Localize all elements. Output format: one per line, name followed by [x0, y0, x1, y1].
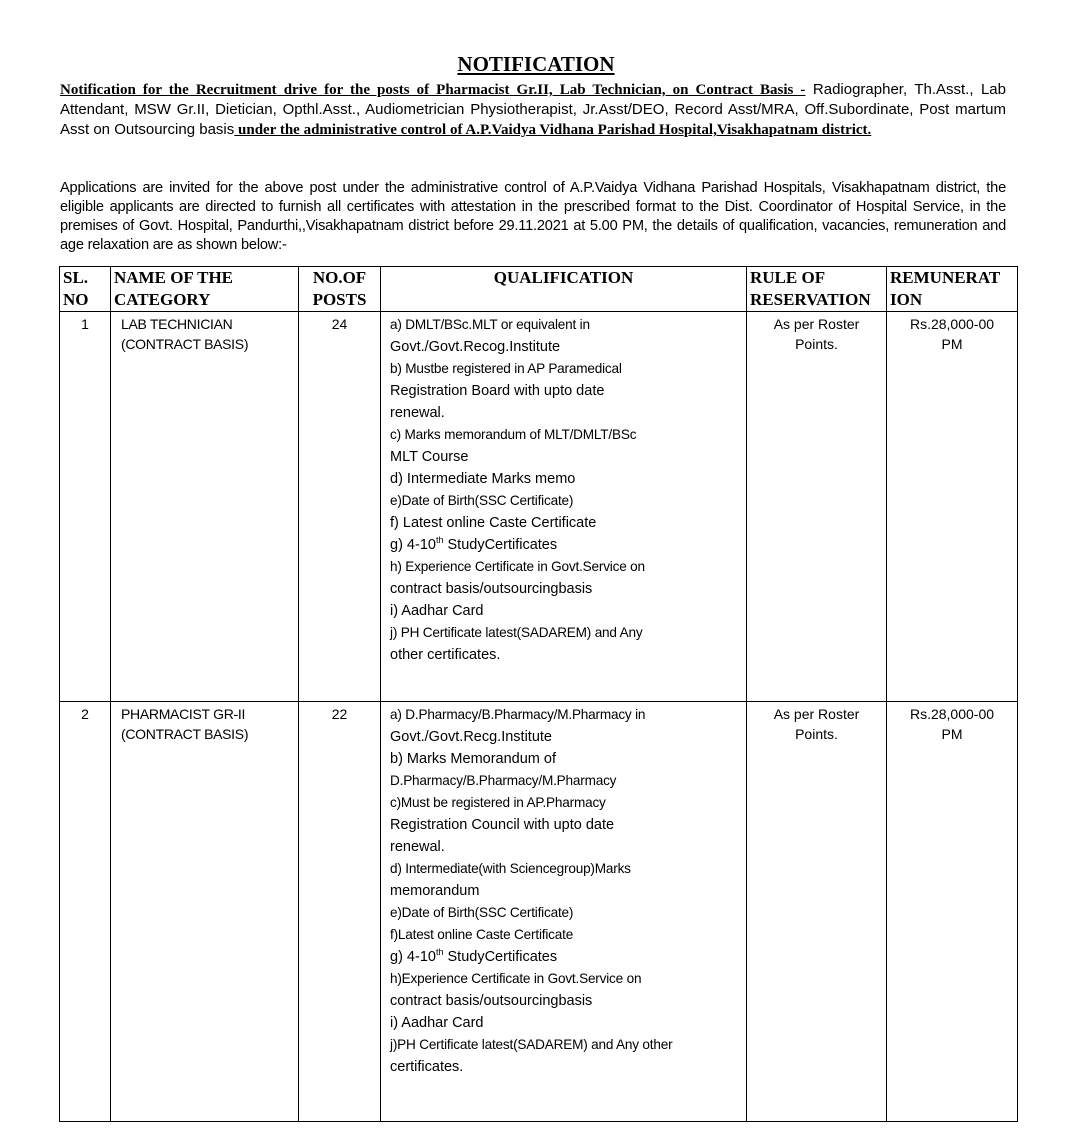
qual-item: h)Experience Certificate in Govt.Service on	[390, 971, 642, 986]
row-rule: As per Roster Points.	[747, 312, 887, 702]
qual-item: f)Latest online Caste Certificate	[390, 927, 574, 942]
qual-item: g) 4-10th StudyCertificates	[390, 947, 558, 965]
row-sl: 2	[60, 702, 111, 1122]
subject-middle: Radiographer, Th.Asst., Lab Attendant, MSW Gr.II, Dietician, Opthl.Asst., Audiometrician Physiotherapist, Jr.Asst/DEO, Record Asst/MRA, Off.Subordinate, Post martum Asst on Outsourcing basis	[60, 81, 1006, 138]
row-posts: 24	[299, 312, 381, 702]
row-posts: 22	[299, 702, 381, 1122]
table-header-row	[60, 267, 1018, 312]
qual-item: c) Marks memorandum of MLT/DMLT/BSc	[390, 427, 637, 442]
header-posts: NO.OF POSTS	[299, 267, 381, 312]
qual-item: d) Intermediate(with Sciencegroup)Marks	[390, 861, 631, 876]
qual-item: contract basis/outsourcingbasis	[390, 993, 593, 1009]
qual-item: a) DMLT/BSc.MLT or equivalent in	[390, 317, 590, 332]
subject-tail: under the administrative control of A.P.Vaidya Vidhana Parishad Hospital,Visakhapatnam district.	[234, 122, 872, 138]
qual-item: a) D.Pharmacy/B.Pharmacy/M.Pharmacy in	[390, 707, 646, 722]
qual-item: e)Date of Birth(SSC Certificate)	[390, 905, 574, 920]
qual-item: f) Latest online Caste Certificate	[390, 515, 597, 531]
qual-item: renewal.	[390, 839, 445, 855]
table-row	[60, 312, 1018, 702]
row-remuneration: Rs.28,000-00 PM	[887, 702, 1018, 1122]
qual-item: i) Aadhar Card	[390, 1015, 484, 1031]
qual-item: h) Experience Certificate in Govt.Service on	[390, 559, 645, 574]
row-remuneration: Rs.28,000-00 PM	[887, 312, 1018, 702]
header-category: NAME OF THE CATEGORY	[111, 267, 299, 312]
row-rule: As per Roster Points.	[747, 702, 887, 1122]
qual-item: b) Marks Memorandum of	[390, 751, 556, 767]
qual-item: memorandum	[390, 883, 480, 899]
posts-table	[59, 266, 1018, 1122]
qual-item: other certificates.	[390, 647, 501, 663]
qual-item: i) Aadhar Card	[390, 603, 484, 619]
row-sl: 1	[60, 312, 111, 702]
row-category: LAB TECHNICIAN (CONTRACT BASIS)	[111, 312, 299, 702]
qual-item: renewal.	[390, 405, 445, 421]
subject-lead: Notification for the Recruitment drive for the posts of Pharmacist Gr.II, Lab Technician, on Contract Basis -	[60, 82, 806, 98]
row-qualification	[381, 312, 747, 702]
header-qualification: QUALIFICATION	[381, 267, 747, 312]
header-remuneration: REMUNERAT ION	[887, 267, 1018, 312]
header-rule: RULE OF RESERVATION	[747, 267, 887, 312]
qual-item: contract basis/outsourcingbasis	[390, 581, 593, 597]
qual-item: j) PH Certificate latest(SADAREM) and Any	[390, 625, 643, 640]
intro-paragraph: Applications are invited for the above post under the administrative control of A.P.Vaidya Vidhana Parishad Hospitals, Visakhapatnam district, the eligible applicants are directed to furnish all certificates with attestation in the prescribed format to the Dist. Coordinator of Hospital Service, in the premises of Govt. Hospital, Pandurthi,,Visakhapatnam district before 29.11.2021 at 5.00 PM, the details of qualification, vacancies, remuneration and age relaxation are as shown below:-	[60, 180, 1006, 253]
header-sl: SL. NO	[60, 267, 111, 312]
row-qualification	[381, 702, 747, 1122]
qual-item: g) 4-10th StudyCertificates	[390, 535, 558, 553]
qual-item: Registration Board with upto date	[390, 383, 605, 399]
qual-item: d) Intermediate Marks memo	[390, 471, 576, 487]
qual-item: Registration Council with upto date	[390, 817, 615, 833]
row-category: PHARMACIST GR-II (CONTRACT BASIS)	[111, 702, 299, 1122]
qual-item: MLT Course	[390, 449, 469, 465]
qual-item: Govt./Govt.Recog.Institute	[390, 339, 561, 355]
qual-item: e)Date of Birth(SSC Certificate)	[390, 493, 574, 508]
table-row	[60, 702, 1018, 1122]
qual-item: Govt./Govt.Recg.Institute	[390, 729, 552, 745]
qual-item: c)Must be registered in AP.Pharmacy	[390, 795, 606, 810]
qual-item: j)PH Certificate latest(SADAREM) and Any other	[390, 1037, 673, 1052]
qual-item: certificates.	[390, 1059, 464, 1075]
qual-item: b) Mustbe registered in AP Paramedical	[390, 361, 622, 376]
notification-subject	[60, 80, 1006, 140]
page-title: NOTIFICATION	[457, 52, 615, 76]
qual-item: D.Pharmacy/B.Pharmacy/M.Pharmacy	[390, 773, 617, 788]
